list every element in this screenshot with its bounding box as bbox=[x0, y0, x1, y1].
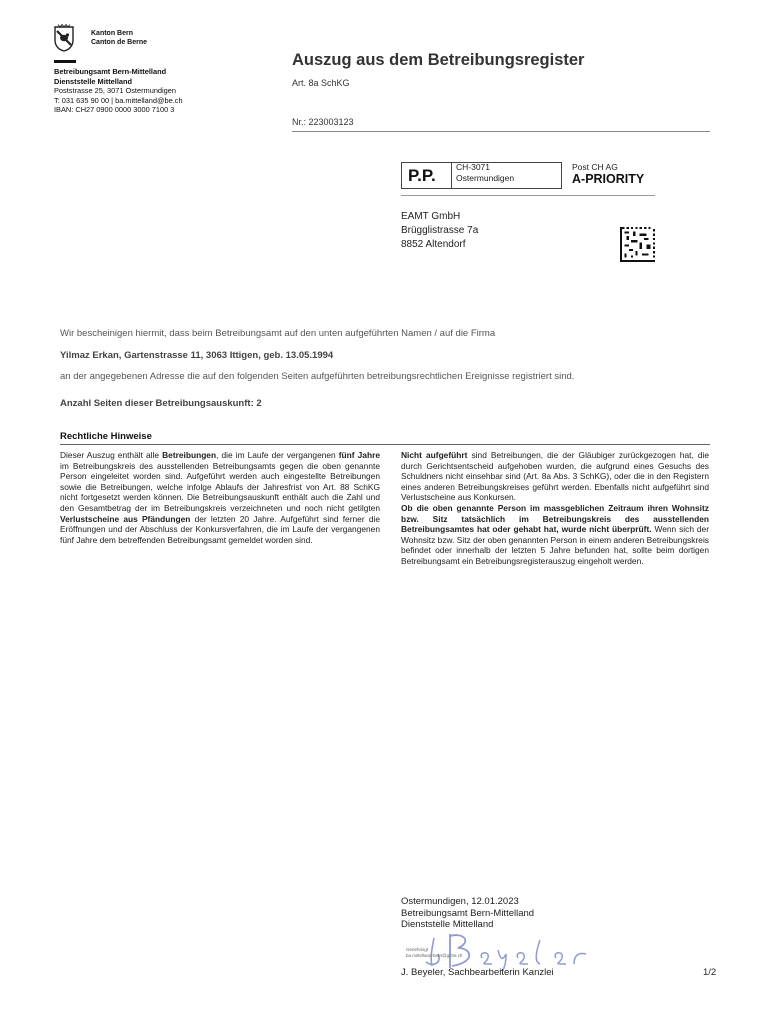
postage-pp: P.P. bbox=[408, 166, 436, 185]
datamatrix-code-icon bbox=[620, 227, 655, 262]
postage-city: Ostermundigen bbox=[456, 173, 515, 183]
legal-right-text-1: sind Betreibungen, die der Gläubiger zurückgezogen hat, die durch Gerichtsentscheid aufgehoben wurden, die aufgrund eines Gesuchs des Schuldners nicht einsehbar sind (Art. 8a Abs. 3 SchKG), oder die in den Registern eines anderen Betreibungskreises geführt werden. Ebenfalls nicht aufgeführt sind Verlustscheine aus Konkursen. bbox=[401, 450, 710, 503]
canton-name bbox=[91, 29, 147, 47]
bern-coat-of-arms-icon bbox=[54, 24, 74, 52]
legal-right-bold-1: Nicht aufgeführt bbox=[401, 450, 468, 460]
recipient-name: EAMT GmbH bbox=[401, 211, 461, 222]
recipient-street: Brügglistrasse 7a bbox=[401, 225, 479, 236]
office-name: Betreibungsamt Bern-Mittelland bbox=[54, 67, 167, 76]
signer-name: J. Beyeler, Sachbearbeiterin Kanzlei bbox=[401, 967, 554, 978]
postage-zip: CH-3071 bbox=[456, 162, 491, 172]
canton-name-fr: Canton de Berne bbox=[91, 39, 148, 46]
approval-stamp bbox=[406, 947, 462, 959]
postage-origin bbox=[456, 162, 514, 184]
recipient-address bbox=[401, 210, 478, 252]
legal-notes-right-column bbox=[401, 450, 709, 567]
postage-carrier: Post CH AG bbox=[572, 162, 618, 172]
page-count-note: Anzahl Seiten dieser Betreibungsauskunft: 2 bbox=[60, 398, 262, 409]
legal-left-text-3: im Betreibungskreis des ausstellenden Betreibungsamts gegen die oben genannte Person eingeleitet worden sind. Aufgeführt werden auch eingestellte Betreibungen sowie die Betreibungen, welche infolge Ablaufs der Jahresfrist von Art. 88 SchKG nicht fortgesetzt werden können. Die Betreibungsauskunft enthält auch die Zahl und den Gesamtbetrag der im Betreibungskreis verzeichneten und noch nicht getilgten bbox=[60, 460, 380, 513]
document-subtitle: Art. 8a SchKG bbox=[292, 78, 350, 88]
legal-right-text-2: Wenn sich der Wohnsitz bzw. Sitz der oben genannten Person in einem anderen Betreibungskreis befindet oder innerhalb der letzten 5 Jahre befunden hat, sollte beim dortigen Betreibungsamt ein Betreibungsregisterauszug eingeholt werden. bbox=[401, 524, 709, 566]
page-number: 1/2 bbox=[703, 967, 717, 978]
header-rule bbox=[292, 131, 710, 132]
legal-left-text-4: der letzten 20 Jahre. Aufgeführt sind ferner die Eröffnungen und der Abschluss der Konkursverfahren, die im Laufe der vergangenen fünf Jahre dem betreffenden Betreibungsamt gemeldet worden sind. bbox=[60, 513, 380, 545]
office-unit: Dienststelle Mittelland bbox=[54, 76, 133, 86]
office-address: Poststrasse 25, 3071 Ostermundigen bbox=[54, 86, 177, 96]
canton-name-de: Kanton Bern bbox=[91, 30, 133, 37]
certification-intro: Wir bescheinigen hiermit, dass beim Betreibungsamt auf den unten aufgeführten Namen / auf die Firma bbox=[60, 328, 496, 339]
office-iban: IBAN: CH27 0900 0000 3000 7100 3 bbox=[54, 105, 175, 115]
legal-notes-heading: Rechtliche Hinweise bbox=[60, 431, 152, 442]
signature-office: Betreibungsamt Bern-Mittelland bbox=[401, 907, 535, 919]
legal-left-text-2: , die im Laufe der vergangenen bbox=[216, 450, 339, 460]
sender-divider bbox=[54, 60, 76, 63]
certification-statement: an der angegebenen Adresse die auf den folgenden Seiten aufgeführten betreibungsrechtlichen Ereignisse registriert sind. bbox=[60, 371, 575, 382]
signature-unit: Dienststelle Mittelland bbox=[401, 919, 494, 930]
legal-left-bold-2: fünf Jahre bbox=[338, 450, 380, 460]
legal-notes-rule bbox=[60, 444, 710, 445]
postage-rule bbox=[401, 195, 655, 196]
legal-notes-left-column bbox=[60, 450, 380, 545]
signature-place-date: Ostermundigen, 12.01.2023 bbox=[401, 896, 519, 907]
legal-left-bold-3: Verlustscheine aus Pfändungen bbox=[60, 513, 191, 524]
sender-block bbox=[54, 60, 259, 115]
document-number: Nr.: 223003123 bbox=[292, 117, 354, 127]
approval-email: ba.mittelland-bern@gl.be.ch bbox=[406, 953, 463, 958]
approval-label: Genehmigt bbox=[406, 947, 429, 952]
debtor-identity: Yilmaz Erkan, Gartenstrasse 11, 3063 Ittigen, geb. 13.05.1994 bbox=[60, 350, 334, 361]
postage-divider bbox=[451, 162, 452, 189]
legal-left-bold-1: Betreibungen bbox=[162, 450, 217, 460]
postage-priority: A-PRIORITY bbox=[572, 172, 645, 186]
office-contact: T: 031 635 90 00 | ba.mittelland@be.ch bbox=[54, 95, 183, 105]
legal-right-bold-2: Ob die oben genannte Person im massgeblichen Zeitraum ihren Wohnsitz bzw. Sitz tatsächlich im Betreibungskreis des ausstellenden Betreibungsamtes hat oder gehabt hat, wurde nicht überprüft. bbox=[401, 502, 709, 535]
recipient-city: 8852 Altendorf bbox=[401, 239, 466, 250]
legal-left-text-1: Dieser Auszug enthält alle bbox=[60, 450, 163, 460]
signature-block bbox=[401, 896, 534, 931]
document-title: Auszug aus dem Betreibungsregister bbox=[292, 51, 585, 69]
